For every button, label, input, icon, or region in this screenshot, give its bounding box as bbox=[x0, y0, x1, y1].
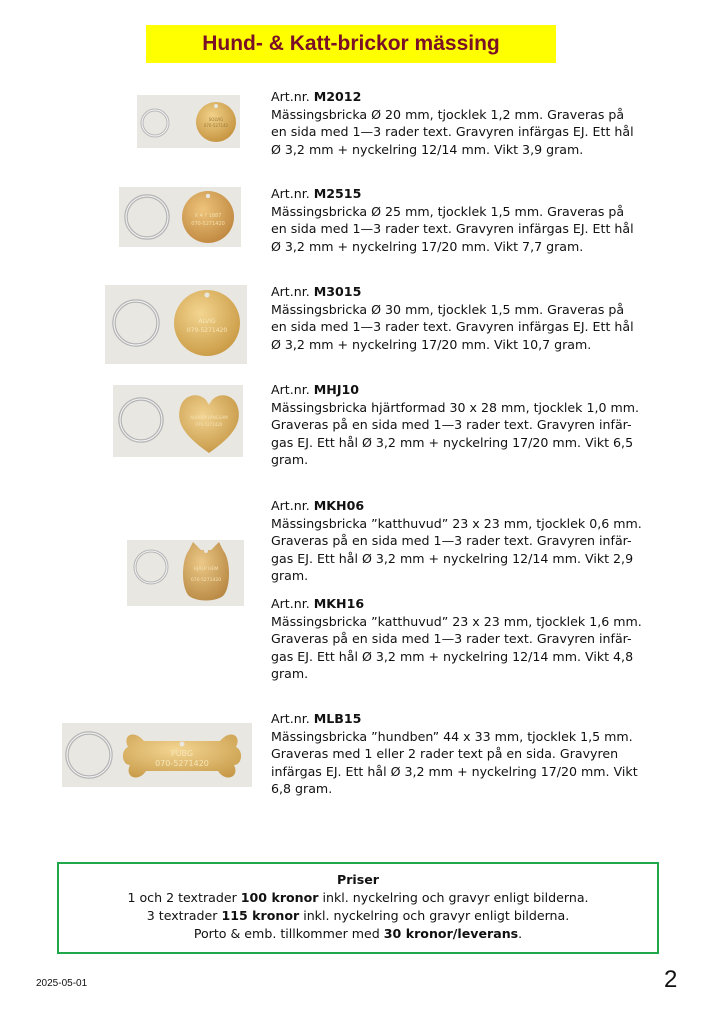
description-line: Ø 3,2 mm + nyckelring 12/14 mm. Vikt 3,9 gram. bbox=[271, 141, 584, 157]
description-line: infärgas EJ. Ett hål Ø 3,2 mm + nyckelring 17/20 mm. Vikt bbox=[271, 763, 638, 779]
product-mkh06 bbox=[271, 497, 691, 585]
tag-photo-mhj10 bbox=[113, 385, 243, 457]
description-line: Graveras med 1 eller 2 rader text på en sida. Gravyren bbox=[271, 746, 619, 761]
art-number: MKH16 bbox=[313, 596, 365, 611]
description-line: Graveras på en sida med 1—3 rader text. Gravyren infär- bbox=[271, 631, 632, 646]
product-mhj10 bbox=[271, 381, 691, 469]
page-number: 2 bbox=[664, 966, 678, 993]
art-label: Art.nr. bbox=[271, 382, 314, 397]
description-line: Mässingsbricka Ø 20 mm, tjocklek 1,2 mm. Graveras på bbox=[271, 106, 625, 122]
product-m3015 bbox=[271, 283, 691, 353]
art-label: Art.nr. bbox=[271, 284, 314, 299]
product-mkh16 bbox=[271, 595, 691, 683]
tag-engraving: HJÄLP HEM bbox=[193, 567, 219, 572]
description-line: Graveras på en sida med 1—3 rader text. Gravyren infär- bbox=[271, 533, 632, 548]
tag-photo-m2515 bbox=[119, 187, 241, 247]
description-line: en sida med 1—3 rader text. Gravyren infärgas EJ. Ett hål bbox=[271, 124, 634, 139]
description-line: gram. bbox=[271, 452, 309, 467]
tag-engraving: PUBG bbox=[170, 749, 194, 758]
description-line: gram. bbox=[271, 666, 309, 681]
product-m2012 bbox=[271, 88, 691, 158]
tag-engraving: 070-5271420 bbox=[155, 759, 209, 768]
description-line: gas EJ. Ett hål Ø 3,2 mm + nyckelring 17/20 mm. Vikt 6,5 bbox=[271, 434, 634, 450]
description-line: Ø 3,2 mm + nyckelring 17/20 mm. Vikt 7,7 gram. bbox=[271, 238, 584, 254]
art-number: M2515 bbox=[313, 186, 362, 201]
description-line: Mässingsbricka hjärtformad 30 x 28 mm, tjocklek 1,0 mm. bbox=[271, 399, 640, 415]
product-mlb15 bbox=[271, 710, 691, 798]
tag-engraving: X 4 ? 1887 bbox=[194, 213, 222, 219]
tag-photo-mkh06 bbox=[127, 540, 244, 606]
art-number: M2012 bbox=[313, 89, 362, 104]
price-heading: Priser bbox=[336, 872, 379, 887]
tag-photo-mlb15 bbox=[62, 723, 252, 787]
tag-photo-m2012 bbox=[137, 95, 240, 148]
tag-engraving: 070-5271420 bbox=[186, 327, 228, 334]
description-line: Ø 3,2 mm + nyckelring 17/20 mm. Vikt 10,7 gram. bbox=[271, 336, 592, 352]
description-line: 6,8 gram. bbox=[271, 781, 333, 796]
art-number: MKH06 bbox=[313, 498, 365, 513]
tag-engraving: 070-527142 bbox=[203, 123, 229, 128]
tag-photo-m3015 bbox=[105, 285, 247, 364]
art-label: Art.nr. bbox=[271, 498, 314, 513]
tag-engraving: ALVHEM LÅNGSAM bbox=[190, 415, 228, 420]
price-line: 3 textrader 115 kronor inkl. nyckelring och gravyr enligt bilderna. bbox=[146, 908, 570, 923]
tag-engraving: 070-5271420 bbox=[191, 221, 225, 227]
description-line: Mässingsbricka ”katthuvud” 23 x 23 mm, tjocklek 0,6 mm. bbox=[271, 515, 642, 531]
art-number: MHJ10 bbox=[313, 382, 360, 397]
art-label: Art.nr. bbox=[271, 186, 314, 201]
description-line: en sida med 1—3 rader text. Gravyren infärgas EJ. Ett hål bbox=[271, 221, 634, 236]
description-line: Graveras på en sida med 1—3 rader text. Gravyren infär- bbox=[271, 417, 632, 432]
tag-engraving: ALVIG bbox=[198, 318, 216, 325]
description-line: en sida med 1—3 rader text. Gravyren infärgas EJ. Ett hål bbox=[271, 319, 634, 334]
description-line: Mässingsbricka ”katthuvud” 23 x 23 mm, tjocklek 1,6 mm. bbox=[271, 613, 642, 629]
page-title: Hund- & Katt-brickor mässing bbox=[146, 25, 556, 63]
shipping-line: Porto & emb. tillkommer med 30 kronor/leverans. bbox=[193, 926, 523, 941]
price-box bbox=[57, 862, 659, 954]
art-number: MLB15 bbox=[313, 711, 362, 726]
description-line: Mässingsbricka ”hundben” 44 x 33 mm, tjocklek 1,5 mm. bbox=[271, 728, 633, 744]
price-line: 1 och 2 textrader 100 kronor inkl. nyckelring och gravyr enligt bilderna. bbox=[127, 890, 589, 905]
footer-date: 2025-05-01 bbox=[36, 978, 88, 989]
description-line: gram. bbox=[271, 568, 309, 583]
tag-engraving: 070-5271420 bbox=[195, 422, 223, 427]
description-line: gas EJ. Ett hål Ø 3,2 mm + nyckelring 12/14 mm. Vikt 2,9 bbox=[271, 550, 634, 566]
art-number: M3015 bbox=[313, 284, 362, 299]
tag-engraving: 070-5271420 bbox=[190, 578, 222, 583]
product-m2515 bbox=[271, 185, 691, 255]
art-label: Art.nr. bbox=[271, 89, 314, 104]
art-label: Art.nr. bbox=[271, 711, 314, 726]
art-label: Art.nr. bbox=[271, 596, 314, 611]
description-line: Mässingsbricka Ø 30 mm, tjocklek 1,5 mm. Graveras på bbox=[271, 301, 625, 317]
tag-engraving: SOLVIG bbox=[208, 117, 224, 122]
description-line: gas EJ. Ett hål Ø 3,2 mm + nyckelring 12/14 mm. Vikt 4,8 bbox=[271, 648, 634, 664]
description-line: Mässingsbricka Ø 25 mm, tjocklek 1,5 mm. Graveras på bbox=[271, 203, 625, 219]
